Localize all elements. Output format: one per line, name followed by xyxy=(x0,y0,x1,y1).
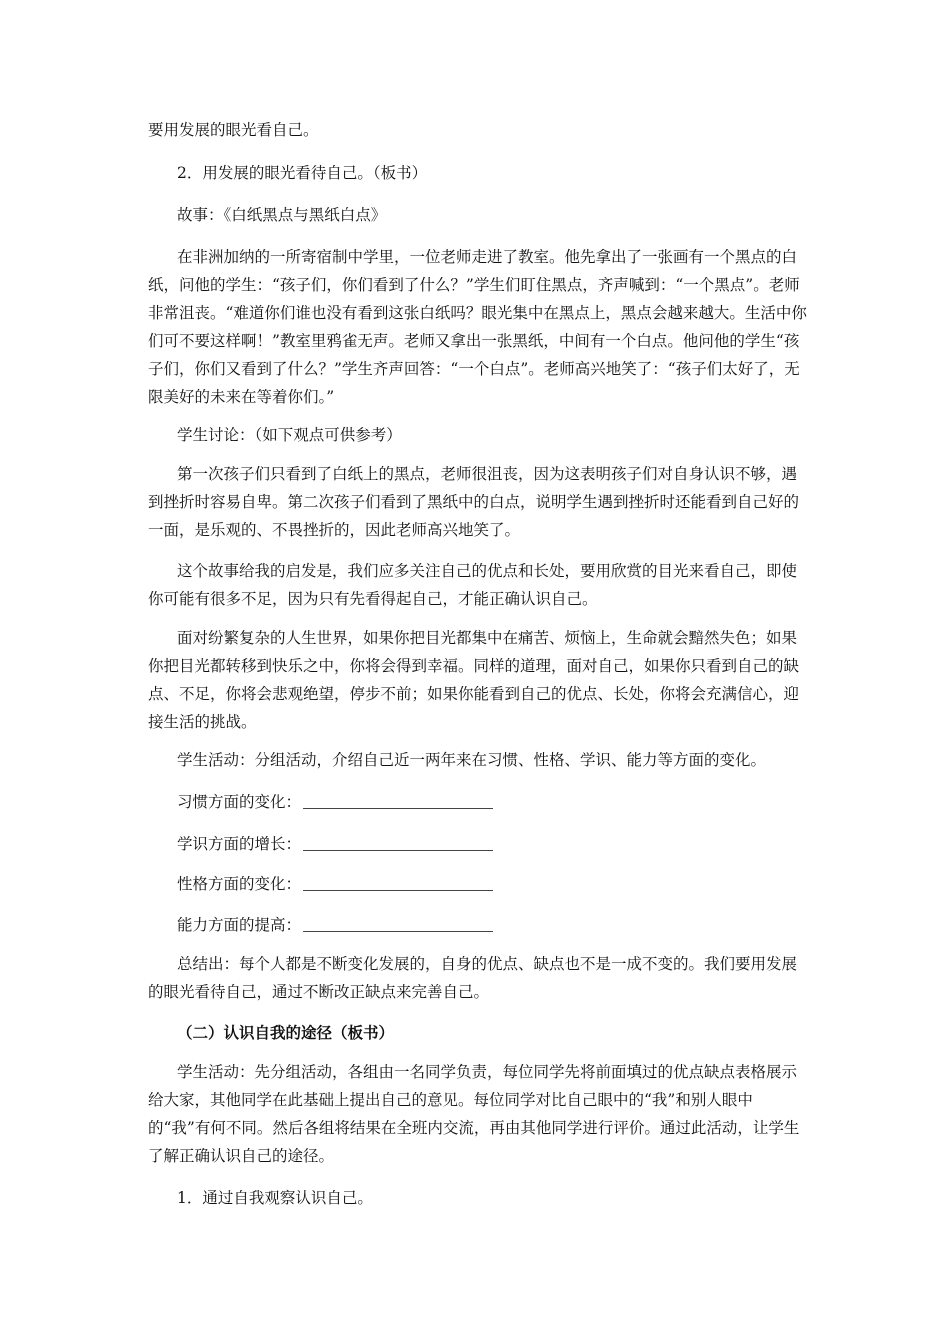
field-character xyxy=(177,874,493,894)
activity-paragraph-2: 学生活动：先分组活动，各组由一名同学负责，每位同学先将前面填过的优点缺点表格展示给大家，其他同学在此基础上提出自己的意见。每位同学对比自己眼中的“我”和别人眼中的“我”有何不同。然后各组将结果在全班内交流，再由其他同学进行评价。通过此活动，让学生了解正确认识自己的途径。 xyxy=(148,1063,800,1165)
fill-in-blank[interactable] xyxy=(303,874,493,891)
story-title: 故事：《白纸黑点与黑纸白点》 xyxy=(177,206,387,224)
field-label: 习惯方面的变化： xyxy=(177,793,302,811)
fill-in-blank[interactable] xyxy=(303,792,493,809)
field-label: 学识方面的增长： xyxy=(177,835,302,853)
list-item-self-observation: 1．通过自我观察认识自己。 xyxy=(177,1189,373,1207)
field-knowledge xyxy=(177,834,493,854)
field-ability xyxy=(177,915,493,935)
activity-paragraph-1: 学生活动：分组活动，介绍自己近一两年来在习惯、性格、学识、能力等方面的变化。 xyxy=(177,751,767,769)
discussion-paragraph-2: 这个故事给我的启发是，我们应多关注自己的优点和长处，要用欣赏的目光来看自己，即使你可能有很多不足，因为只有先看得起自己，才能正确认识自己。 xyxy=(148,562,798,608)
paragraph-continuation: 要用发展的眼光看自己。 xyxy=(148,121,319,139)
fill-in-blank[interactable] xyxy=(303,834,493,851)
field-habit xyxy=(177,792,493,812)
fill-in-blank[interactable] xyxy=(303,915,493,932)
field-label: 性格方面的变化： xyxy=(177,875,302,893)
discussion-paragraph-1: 第一次孩子们只看到了白纸上的黑点，老师很沮丧，因为这表明孩子们对自身认识不够，遇到挫折时容易自卑。第二次孩子们看到了黑纸中的白点，说明学生遇到挫折时还能看到自己好的一面，是乐观的、不畏挫折的，因此老师高兴地笑了。 xyxy=(148,465,800,539)
subheading-develop-view: 2．用发展的眼光看待自己。（板书） xyxy=(177,164,428,182)
story-paragraph: 在非洲加纳的一所寄宿制中学里，一位老师走进了教室。他先拿出了一张画有一个黑点的白纸，问他的学生：“孩子们，你们看到了什么？”学生们盯住黑点，齐声喊到：“一个黑点”。老师非常沮丧。“难道你们谁也没有看到这张白纸吗？眼光集中在黑点上，黑点会越来越大。生活中你们可不要这样啊！”教室里鸦雀无声。老师又拿出一张黑纸，中间有一个白点。他问他的学生“孩子们，你们又看到了什么？”学生齐声回答：“一个白点”。老师高兴地笑了：“孩子们太好了，无限美好的未来在等着你们。” xyxy=(148,248,807,406)
discussion-paragraph-3: 面对纷繁复杂的人生世界，如果你把目光都集中在痛苦、烦恼上，生命就会黯然失色；如果你把目光都转移到快乐之中，你将会得到幸福。同样的道理，面对自己，如果你只看到自己的缺点、不足，你将会悲观绝望，停步不前；如果你能看到自己的优点、长处，你将会充满信心，迎接生活的挑战。 xyxy=(148,629,800,731)
discussion-label: 学生讨论：（如下观点可供参考） xyxy=(177,426,402,444)
field-label: 能力方面的提高： xyxy=(177,916,302,934)
summary-paragraph: 总结出：每个人都是不断变化发展的，自身的优点、缺点也不是一成不变的。我们要用发展的眼光看待自己，通过不断改正缺点来完善自己。 xyxy=(148,955,798,1001)
section-heading-paths: （二）认识自我的途径（板书） xyxy=(177,1023,395,1042)
